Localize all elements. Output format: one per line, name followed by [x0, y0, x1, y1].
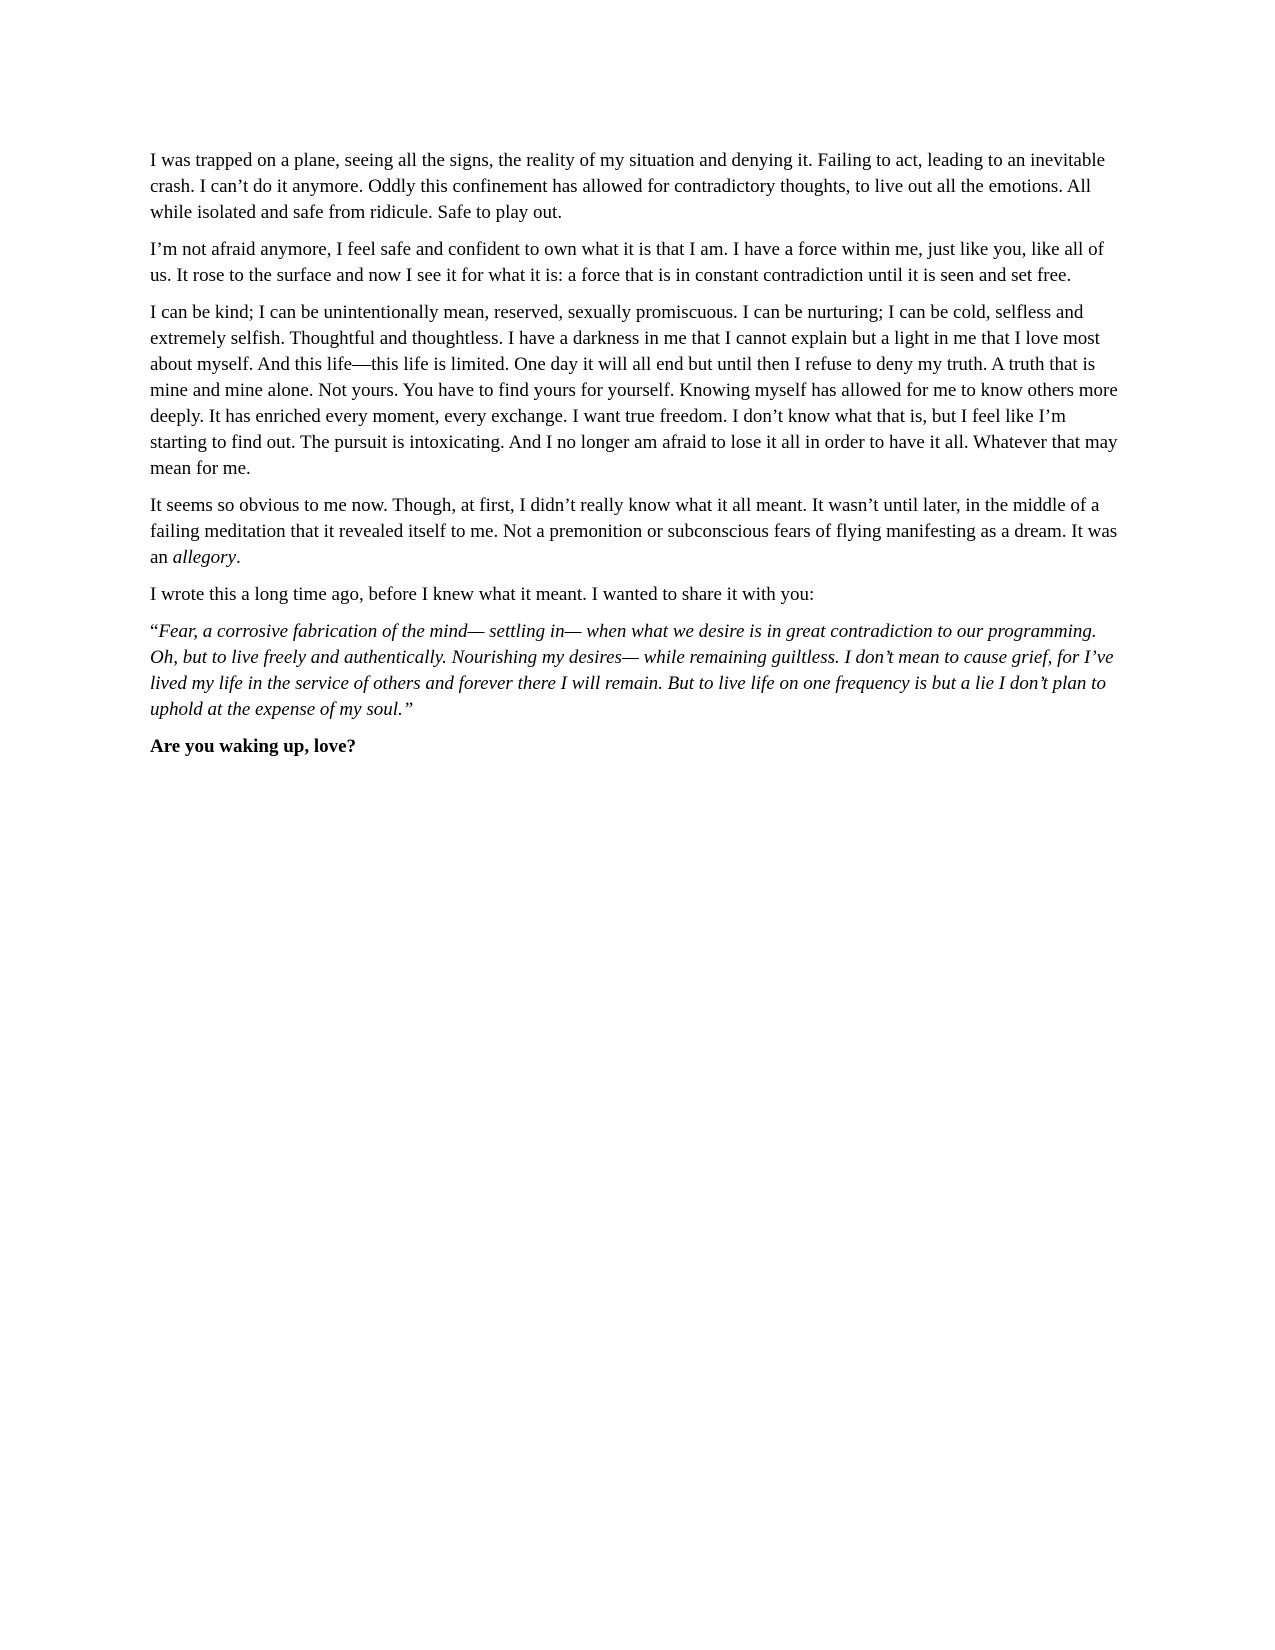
paragraph-force-within: I’m not afraid anymore, I feel safe and confident to own what it is that I am. I have a force within me, just like you, like all of us. It rose to the surface and now I see it for what it is: a force that is in constant contradiction until it is seen and set free.: [150, 239, 1104, 286]
paragraph-allegory: [150, 493, 1125, 571]
paragraph-plane: I was trapped on a plane, seeing all the signs, the reality of my situation and denying it. Failing to act, leading to an inevitable crash. I can’t do it anymore. Oddly this confinement has allowed for contradictory thoughts, to live out all the emotions. All while isolated and safe from ridicule. Safe to play out.: [150, 150, 1106, 223]
quote-open-mark: “: [150, 621, 159, 642]
paragraph-allegory-text: It seems so obvious to me now. Though, at first, I didn’t really know what it all meant. It wasn’t until later, in the middle of a failing meditation that it revealed itself to me. Not a premonition or subconscious fears of flying manifesting as a dream. It was an: [150, 495, 1118, 568]
quote-close-mark: .”: [398, 699, 414, 720]
allegory-emphasis: allegory: [172, 547, 237, 568]
quote-paragraph: [150, 619, 1125, 723]
closing-question: Are you waking up, love?: [150, 736, 357, 757]
quote-text: Fear, a corrosive fabrication of the mind— settling in— when what we desire is in great contradiction to our programming. Oh, but to live freely and authentically. Nourishing my desires— while remaining guiltless. I don’t mean to cause grief, for I’ve lived my life in the service of others and forever there I will remain. But to live life on one frequency is but a lie I don’t plan to uphold at the expense of my soul: [150, 621, 1114, 720]
document-page: [150, 148, 1125, 771]
paragraph-contradictions: I can be kind; I can be unintentionally mean, reserved, sexually promiscuous. I can be nurturing; I can be cold, selfless and extremely selfish. Thoughtful and thoughtless. I have a darkness in me that I cannot explain but a light in me that I love most about myself. And this life—this life is limited. One day it will all end but until then I refuse to deny my truth. A truth that is mine and mine alone. Not yours. You have to find yours for yourself. Knowing myself has allowed for me to know others more deeply. It has enriched every moment, every exchange. I want true freedom. I don’t know what that is, but I feel like I’m starting to find out. The pursuit is intoxicating. And I no longer am afraid to lose it all in order to have it all. Whatever that may mean for me.: [150, 302, 1118, 479]
paragraph-share: I wrote this a long time ago, before I knew what it meant. I wanted to share it with you:: [150, 584, 815, 605]
paragraph-allegory-end: .: [236, 547, 241, 568]
